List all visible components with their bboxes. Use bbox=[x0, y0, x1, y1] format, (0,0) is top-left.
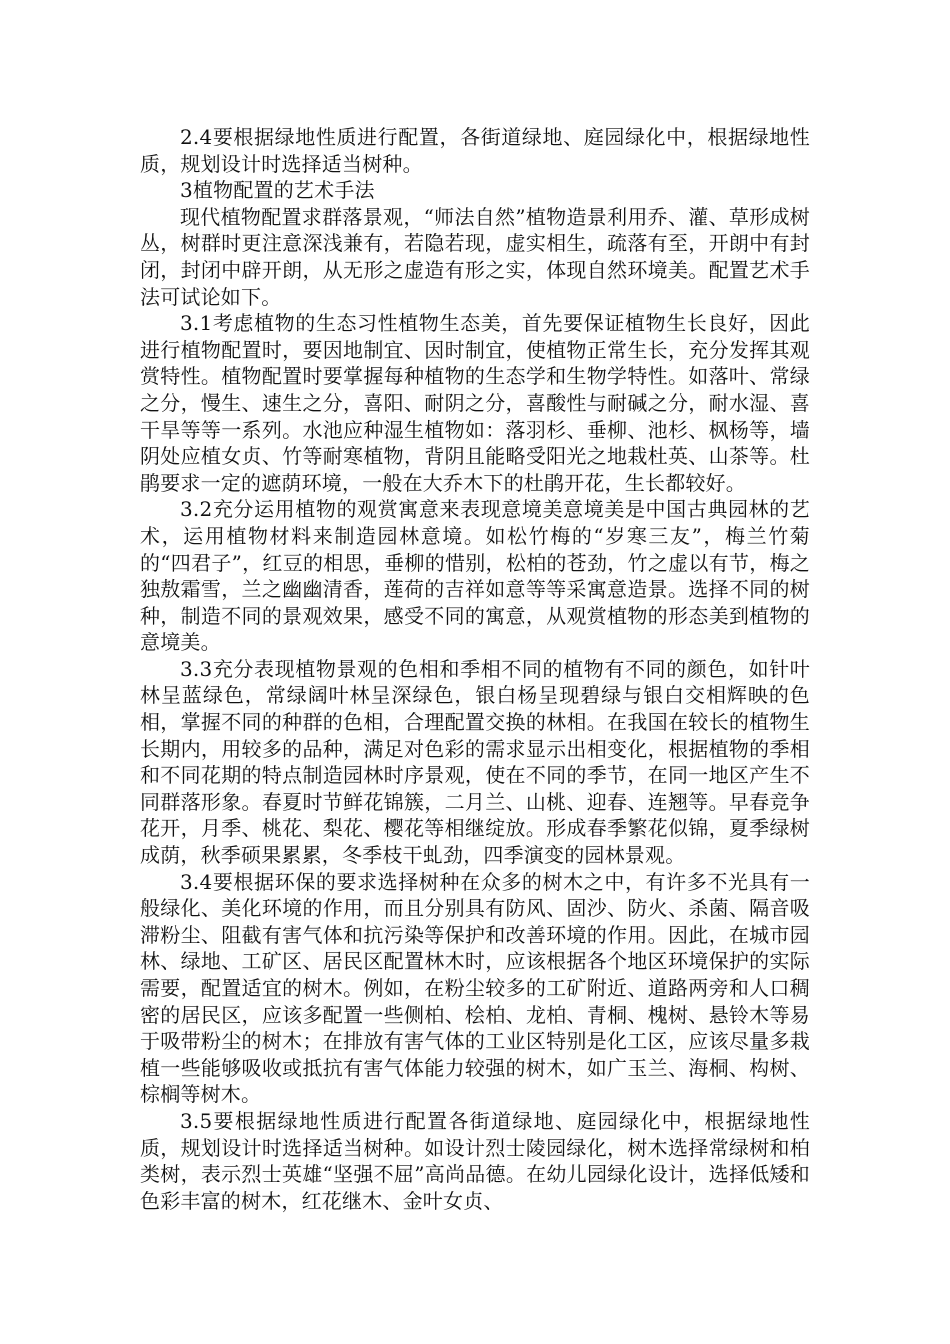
paragraph-3-1: 3.1考虑植物的生态习性植物生态美，首先要保证植物生长良好，因此进行植物配置时，要因地制宜、因时制宜，使植物正常生长，充分发挥其观赏特性。植物配置时要掌握每种植物的生态学和生物学特性。如落叶、常绿之分，慢生、速生之分，喜阳、耐阴之分，喜酸性与耐碱之分，耐水湿、喜干旱等等一系列。水池应种湿生植物如：落羽杉、垂柳、池杉、枫杨等，墙阴处应植女贞、竹等耐寒植物，背阴且能略受阳光之地栽杜英、山茶等。杜鹃要求一定的遮荫环境，一般在大乔木下的杜鹃开花，生长都较好。 bbox=[140, 311, 810, 495]
document-body bbox=[140, 124, 810, 1214]
paragraph-3-4: 3.4要根据环保的要求选择树种在众多的树木之中，有许多不光具有一般绿化、美化环境的作用，而且分别具有防风、固沙、防火、杀菌、隔音吸滞粉尘、阻截有害气体和抗污染等保护和改善环境的作用。因此，在城市园林、绿地、工矿区、居民区配置林木时，应该根据各个地区环境保护的实际需要，配置适宜的树木。例如，在粉尘较多的工矿附近、道路两旁和人口稠密的居民区，应该多配置一些侧柏、桧柏、龙柏、青桐、槐树、悬铃木等易于吸带粉尘的树木；在排放有害气体的工业区特别是化工区，应该尽量多栽植一些能够吸收或抵抗有害气体能力较强的树木，如广玉兰、海桐、构树、棕榈等树木。 bbox=[140, 869, 810, 1107]
paragraph-2-4: 2.4要根据绿地性质进行配置，各街道绿地、庭园绿化中，根据绿地性质，规划设计时选择适当树种。 bbox=[140, 125, 810, 176]
paragraph-3-intro: 现代植物配置求群落景观，“师法自然”植物造景利用乔、灌、草形成树丛，树群时更注意深浅兼有，若隐若现，虚实相生，疏落有至，开朗中有封闭，封闭中辟开朗，从无形之虚造有形之实，体现自然环境美。配置艺术手法可试论如下。 bbox=[140, 204, 810, 309]
paragraph-3-2: 3.2充分运用植物的观赏寓意来表现意境美意境美是中国古典园林的艺术，运用植物材料来制造园林意境。如松竹梅的“岁寒三友”，梅兰竹菊的“四君子”，红豆的相思，垂柳的惜别，松柏的苍劲，竹之虚以有节，梅之独敖霜雪，兰之幽幽清香，莲荷的吉祥如意等等采寓意造景。选择不同的树种，制造不同的景观效果，感受不同的寓意，从观赏植物的形态美到植物的意境美。 bbox=[140, 497, 810, 655]
paragraph-3-3: 3.3充分表现植物景观的色相和季相不同的植物有不同的颜色，如针叶林呈蓝绿色，常绿阔叶林呈深绿色，银白杨呈现碧绿与银白交相辉映的色相，掌握不同的种群的色相，合理配置交换的林相。在我国在较长的植物生长期内，用较多的品种，满足对色彩的需求显示出相变化，根据植物的季相和不同花期的特点制造园林时序景观，使在不同的季节，在同一地区产生不同群落形象。春夏时节鲜花锦簇，二月兰、山桃、迎春、连翘等。早春竞争花开，月季、桃花、梨花、樱花等相继绽放。形成春季繁花似锦，夏季绿树成荫，秋季硕果累累，冬季枝干虬劲，四季演变的园林景观。 bbox=[140, 656, 810, 868]
paragraph-3-5: 3.5要根据绿地性质进行配置各街道绿地、庭园绿化中，根据绿地性质，规划设计时选择适当树种。如设计烈士陵园绿化，树木选择常绿树和柏类树，表示烈士英雄“坚强不屈”高尚品德。在幼儿园绿化设计，选择低矮和色彩丰富的树木，红花继木、金叶女贞、 bbox=[140, 1108, 810, 1213]
section-heading-3: 3植物配置的艺术手法 bbox=[180, 178, 375, 203]
